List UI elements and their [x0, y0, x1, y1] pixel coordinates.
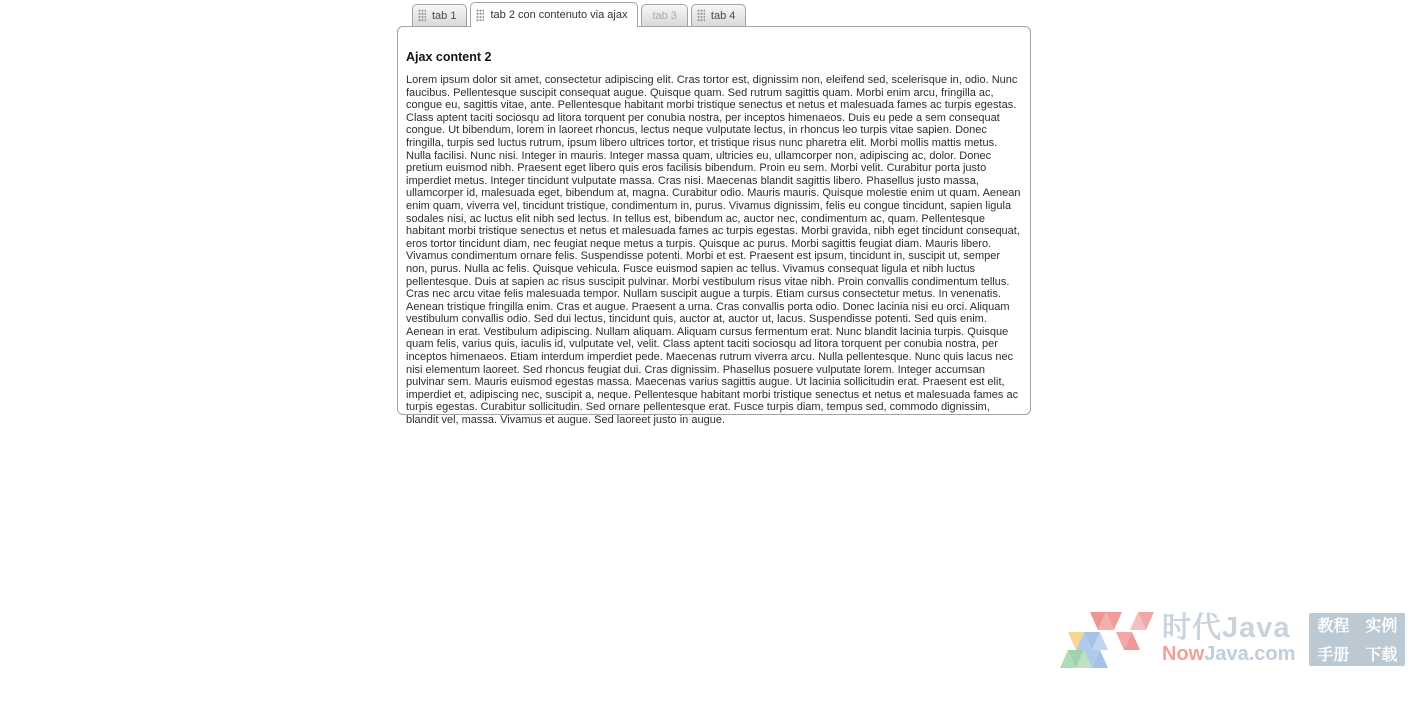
- tab-panel: [397, 26, 1031, 427]
- tab-1[interactable]: [412, 4, 467, 26]
- watermark-brand-now: Now: [1162, 643, 1205, 666]
- drag-handle-icon[interactable]: [476, 9, 484, 22]
- watermark-brand-domain: Java.com: [1204, 643, 1296, 666]
- badge-item-example: 实例: [1365, 618, 1398, 635]
- watermark-brand-cn: 时代Java: [1162, 611, 1291, 644]
- badge-item-download: 下载: [1365, 647, 1398, 664]
- panel-heading: Ajax content 2: [406, 50, 492, 64]
- drag-handle-icon[interactable]: [697, 9, 705, 22]
- panel-paragraph: Lorem ipsum dolor sit amet, consectetur adipiscing elit. Cras tortor est, dignissim non, eleifend sed, scelerisque in, odio. Nunc faucibus. Pellentesque suscipit consequat augue. Quisque quam. Sed rutrum sagittis quam. Morbi enim arcu, fringilla ac, congue eu, sagittis vitae, ante. Pellentesque habitant morbi tristique senectus et netus et malesuada fames ac turpis egestas. Class aptent taciti sociosqu ad litora torquent per conubia nostra, per inceptos himenaeos. Duis eu pede a sem consequat congue. Ut bibendum, lorem in laoreet rhoncus, lectus neque vulputate lectus, in rhoncus leo turpis vitae sapien. Donec fringilla, turpis sed luctus rutrum, ipsum libero ultrices tortor, et tristique risus nunc pharetra elit. Morbi mollis mattis metus. Nulla facilisi. Nunc nisi. Integer in mauris. Integer massa quam, ultricies eu, ullamcorper non, adipiscing ac, dolor. Donec pretium euismod nibh. Praesent eget libero quis eros facilisis bibendum. Proin eu sem. Morbi velit. Curabitur porta justo imperdiet metus. Integer tincidunt vulputate massa. Cras nisi. Maecenas blandit sagittis libero. Phasellus justo massa, ullamcorper id, malesuada eget, bibendum at, magna. Curabitur odio. Mauris mauris. Quisque molestie enim ut quam. Aenean enim quam, viverra vel, tincidunt tristique, condimentum in, purus. Vivamus dignissim, felis eu congue tincidunt, sapien ligula sodales nisi, ac luctus elit nibh sed lectus. In tellus est, bibendum ac, auctor nec, condimentum ac, quam. Pellentesque habitant morbi tristique senectus et netus et malesuada fames ac turpis egestas. Morbi gravida, nibh eget tincidunt consequat, eros tortor tincidunt diam, nec feugiat neque metus a turpis. Quisque ac purus. Morbi sagittis feugiat diam. Mauris libero. Vivamus condimentum ornare felis. Suspendisse potenti. Morbi et est. Praesent est ipsum, tincidunt in, suscipit ut, semper non, purus. Nulla ac felis. Quisque vehicula. Fusce euismod sapien ac tellus. Vivamus consequat ligula et nibh luctus pellentesque. Duis at sapien ac risus suscipit pulvinar. Morbi vestibulum risus vitae nibh. Proin convallis condimentum tellus. Cras nec arcu vitae felis malesuada tempor. Nullam suscipit augue a turpis. Etiam cursus consectetur metus. In venenatis. Aenean tristique fringilla enim. Cras et augue. Praesent a urna. Cras convallis porta odio. Donec lacinia nisi eu orci. Aliquam vestibulum convallis odio. Sed dui lectus, tincidunt quis, auctor at, auctor ut, lacus. Suspendisse potenti. Sed quis enim. Aenean in erat. Vestibulum adipiscing. Nullam aliquam. Aliquam cursus fermentum erat. Nunc blandit lacinia turpis. Quisque quam felis, varius quis, iaculis id, vulputate vel, velit. Class aptent taciti sociosqu ad litora torquent per conubia nostra, per inceptos himenaeos. Etiam interdum imperdiet pede. Maecenas rutrum viverra arcu. Nulla pellentesque. Nunc quis lacus nec nisi elementum laoreet. Sed rhoncus feugiat dui. Cras dignissim. Phasellus posuere vulputate lorem. Integer accumsan pulvinar sem. Mauris euismod egestas massa. Maecenas varius sagittis augue. Ut lacinia sollicitudin erat. Praesent est elit, imperdiet et, adipiscing nec, suscipit a, neque. Pellentesque habitant morbi tristique senectus et netus et malesuada fames ac turpis egestas. Curabitur sollicitudin. Sed ornare pellentesque erat. Fusce turpis diam, tempus sed, commodo dignissim, blandit vel, massa. Vivamus et augue. Sed laoreet justo in augue.: [406, 74, 1021, 427]
- tab-label: tab 2 con contenuto via ajax: [490, 9, 628, 21]
- nowjava-logo-icon: [1056, 610, 1154, 668]
- watermark-badge: [1309, 613, 1405, 666]
- tab-label: tab 3: [652, 9, 677, 22]
- watermark: [1056, 610, 1405, 668]
- badge-item-manual: 手册: [1317, 647, 1350, 664]
- tab-label: tab 1: [432, 9, 457, 22]
- watermark-text: [1162, 613, 1295, 665]
- tab-bar: [412, 4, 746, 27]
- drag-handle-icon[interactable]: [418, 9, 426, 22]
- tab-3-disabled: [641, 4, 687, 26]
- tab-label: tab 4: [710, 9, 736, 22]
- tab-2-active[interactable]: [470, 2, 638, 27]
- watermark-brand-en: [1162, 643, 1295, 665]
- tab-4[interactable]: [691, 4, 746, 26]
- badge-item-tutorial: 教程: [1317, 618, 1350, 635]
